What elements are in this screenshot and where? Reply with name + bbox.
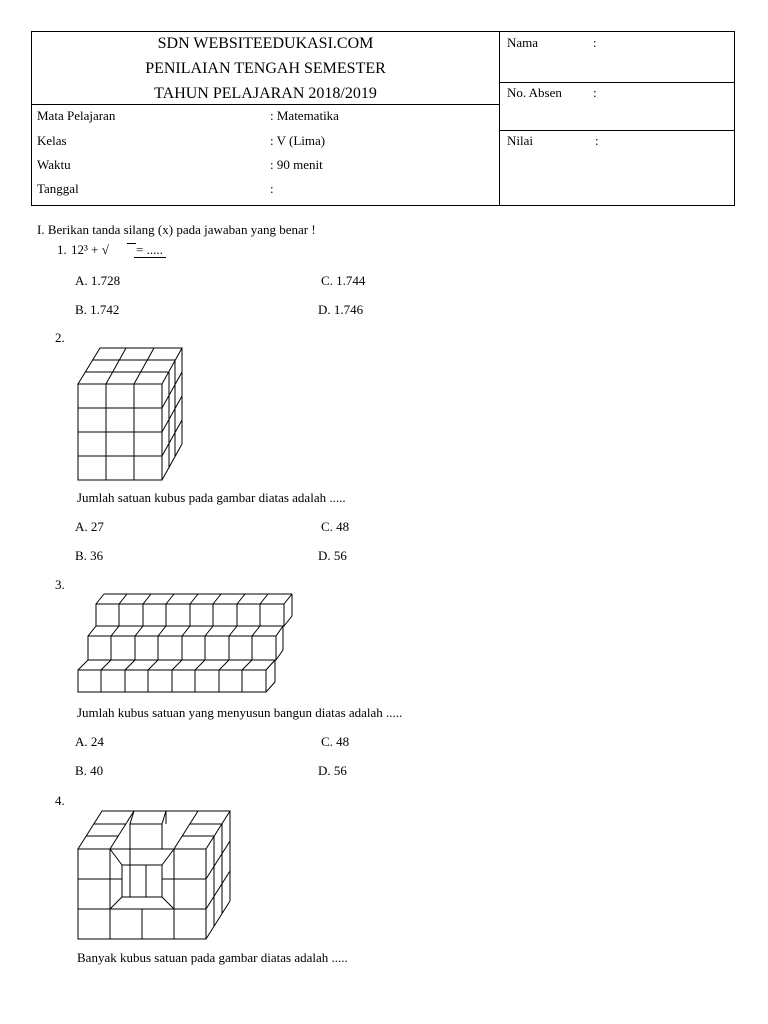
q4-question-text: Banyak kubus satuan pada gambar diatas adalah ..... [77,950,348,965]
header-divider-right-1 [499,82,735,83]
q1-option-b[interactable]: B. 1.742 [75,302,120,317]
q2-option-c[interactable]: C. 48 [321,519,350,534]
class-label: Kelas [37,133,67,148]
q3-question-text: Jumlah kubus satuan yang menyusun bangun diatas adalah ..... [77,705,403,720]
absen-colon: : [593,85,597,100]
subject-label: Mata Pelajaran [37,108,116,123]
q2-option-b[interactable]: B. 36 [75,548,104,563]
q4-number: 4. [55,793,65,808]
q2-question-text: Jumlah satuan kubus pada gambar diatas adalah ..... [77,490,346,505]
header-divider-vertical [499,32,500,205]
date-value: : [270,181,274,196]
q1-option-c[interactable]: C. 1.744 [321,273,366,288]
score-label: Nilai [507,133,533,148]
time-label: Waktu [37,157,71,172]
q1-option-d[interactable]: D. 1.746 [318,302,364,317]
q3-staircase-figure [70,590,300,695]
q1-number: 1. [57,242,67,257]
score-colon: : [595,133,599,148]
subject-value: : Matematika [270,108,339,123]
header-divider-right-2 [499,130,735,131]
q1-suffix: = ..... [136,242,163,257]
absen-label: No. Absen [507,85,562,100]
name-label: Nama [507,35,539,50]
q4-hollow-cube-figure [70,803,240,943]
time-value: : 90 menit [270,157,323,172]
q2-number: 2. [55,330,65,345]
q1-option-a[interactable]: A. 1.728 [75,273,121,288]
header-divider-left [32,104,499,105]
school-name: SDN WEBSITEEDUKASI.COM [157,35,374,52]
class-value: : V (Lima) [270,133,326,148]
q2-option-a[interactable]: A. 27 [75,519,104,534]
header-box [31,31,735,206]
q2-option-d[interactable]: D. 56 [318,548,347,563]
q1-answer-line [134,257,166,258]
q3-option-a[interactable]: A. 24 [75,734,104,749]
q2-cube-figure [70,340,190,485]
section-instruction: I. Berikan tanda silang (x) pada jawaban yang benar ! [37,222,316,237]
q3-option-c[interactable]: C. 48 [321,734,350,749]
sqrt-vinculum [127,243,136,245]
date-label: Tanggal [37,181,79,196]
exam-title: PENILAIAN TENGAH SEMESTER [145,60,386,77]
q3-option-d[interactable]: D. 56 [318,763,347,778]
name-colon: : [593,35,597,50]
q3-option-b[interactable]: B. 40 [75,763,104,778]
q1-prefix: 12³ + √ [71,242,109,257]
q3-number: 3. [55,577,65,592]
academic-year: TAHUN PELAJARAN 2018/2019 [154,85,377,102]
